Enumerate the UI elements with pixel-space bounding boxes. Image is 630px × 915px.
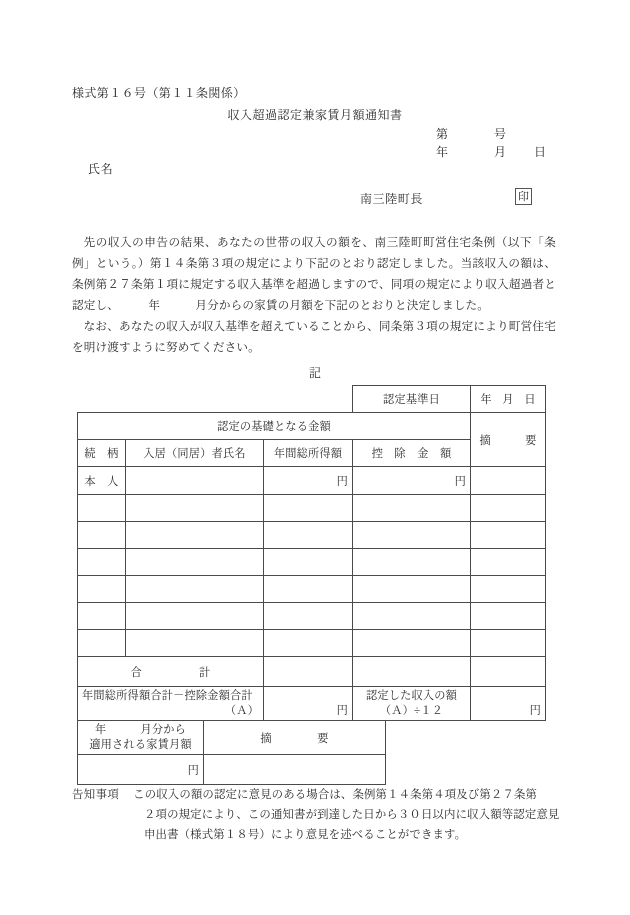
date-day-label: 日: [534, 144, 547, 159]
row-label-self: 本 人: [78, 467, 126, 495]
remarks-header: 摘 要: [471, 413, 546, 467]
form-number: 様式第１６号（第１１条関係）: [72, 86, 246, 100]
cell-deduction[interactable]: [353, 495, 471, 522]
cell-total-remarks[interactable]: [471, 657, 546, 687]
cell-remarks[interactable]: [471, 603, 546, 630]
table-row-basis-header: [78, 413, 546, 440]
column-header-annual-income: 年間総所得額: [264, 440, 353, 467]
date-month-label: 月: [494, 144, 507, 159]
cell-remarks[interactable]: [471, 576, 546, 603]
cell-remarks-self[interactable]: [471, 467, 546, 495]
cell-total-deduction[interactable]: [353, 657, 471, 687]
rent-row-header: [78, 721, 386, 755]
rent-period-line1: 年 月分から: [94, 723, 187, 736]
table-row: [78, 630, 546, 657]
cell-annual-income[interactable]: [264, 603, 353, 630]
standard-date-value: [471, 386, 546, 413]
summary-formula-label: [78, 687, 264, 721]
body-text: [72, 232, 556, 358]
rent-remarks-header: 摘 要: [204, 721, 386, 755]
table-row: [78, 576, 546, 603]
notice-text-line2: ２項の規定により、この通知書が到達した日から３０日以内に収入額等認定意見: [144, 809, 560, 821]
rent-period-line2: 適用される家賃月額: [89, 738, 192, 751]
cell-resident-name[interactable]: [126, 495, 264, 522]
cell-deduction[interactable]: [353, 630, 471, 657]
summary-formula-line1: 年間総所得額合計－控除金額合計: [82, 689, 253, 702]
cell-relation[interactable]: [78, 549, 126, 576]
table-row-summary: [78, 687, 546, 721]
cell-relation[interactable]: [78, 522, 126, 549]
document-title: 収入超過認定兼家賃月額通知書: [227, 108, 403, 122]
number-prefix-label: 第: [436, 126, 449, 141]
date-year-label: 年: [436, 144, 449, 159]
notice-label: 告知事項: [72, 789, 120, 801]
table-row-total: [78, 657, 546, 687]
number-suffix-label: 号: [494, 126, 507, 141]
notice-text-line3: 申出書（様式第１８号）により意見を述べることができます。: [144, 829, 467, 841]
table-row-self: [78, 467, 546, 495]
cell-annual-income[interactable]: [264, 522, 353, 549]
cell-deduction[interactable]: [353, 603, 471, 630]
table-row: [78, 495, 546, 522]
cell-resident-name[interactable]: [126, 549, 264, 576]
cell-relation[interactable]: [78, 630, 126, 657]
cell-resident-name[interactable]: [126, 576, 264, 603]
body-paragraph-2: なお、あなたの収入が収入基準を超えていることから、同条第３項の規定により町営住宅を明け渡すように努めてください。: [72, 320, 556, 354]
cell-annual-income-self[interactable]: 円: [264, 467, 353, 495]
cell-remarks[interactable]: [471, 630, 546, 657]
cell-resident-name[interactable]: [126, 630, 264, 657]
cell-relation[interactable]: [78, 495, 126, 522]
notice-text-line1: この収入の額の認定に意見のある場合は、条例第１４条第４項及び第２７条第: [133, 789, 538, 801]
rent-period-label: [78, 721, 204, 755]
cell-annual-income[interactable]: [264, 576, 353, 603]
number-and-date-block: [436, 124, 576, 160]
cell-remarks[interactable]: [471, 495, 546, 522]
document-date-row: [436, 142, 576, 160]
cell-resident-name-self[interactable]: [126, 467, 264, 495]
summary-recognized-line2: （Ａ）÷１２: [379, 704, 444, 717]
summary-recognized-value[interactable]: 円: [471, 687, 546, 721]
standard-date-label: 認定基準日: [353, 386, 471, 413]
notice-block: [72, 785, 572, 845]
cell-total-annual-income[interactable]: [264, 657, 353, 687]
cell-annual-income[interactable]: [264, 495, 353, 522]
income-table-container: [77, 385, 545, 785]
issuer-block: [360, 190, 550, 210]
column-header-resident-name: 入居（同居）者氏名: [126, 440, 264, 467]
rent-amount-value[interactable]: 円: [78, 755, 204, 785]
summary-formula-value[interactable]: 円: [264, 687, 353, 721]
spacer-cell: [78, 386, 353, 413]
standard-date-day: 日: [524, 394, 536, 406]
summary-recognized-line1: 認定した収入の額: [365, 689, 458, 702]
cell-deduction-self[interactable]: 円: [353, 467, 471, 495]
standard-date-month: 月: [502, 394, 514, 406]
document-number-row: [436, 124, 576, 142]
cell-relation[interactable]: [78, 576, 126, 603]
column-header-deduction: 控 除 金 額: [353, 440, 471, 467]
basis-amount-header: 認定の基礎となる金額: [78, 413, 471, 440]
standard-date-year: 年: [480, 394, 492, 406]
kiji-marker: 記: [308, 366, 321, 380]
table-row-standard-date: [78, 386, 546, 413]
cell-deduction[interactable]: [353, 522, 471, 549]
rent-remarks-value[interactable]: [204, 755, 386, 785]
summary-formula-line2: （Ａ）: [224, 704, 259, 717]
total-label: 合 計: [78, 657, 264, 687]
rent-row-value: [78, 755, 386, 785]
summary-recognized-label: [353, 687, 471, 721]
seal-stamp-icon: 印: [515, 188, 532, 205]
notice-line-1: [72, 785, 572, 805]
rent-table: [77, 720, 386, 785]
table-row: [78, 549, 546, 576]
cell-deduction[interactable]: [353, 549, 471, 576]
cell-relation[interactable]: [78, 603, 126, 630]
body-paragraph-1: 先の収入の申告の結果、あなたの世帯の収入の額を、南三陸町町営住宅条例（以下「条例」という。）第１４条第３項の規定により下記のとおり認定しました。当該収入の額は、条例第２７条第１項に規定する収入基準を超過しますので、同項の規定により収入超過者と認定し、 年 月分からの家賃の月額を下記のとおりと決定しました。: [72, 236, 556, 312]
table-row: [78, 603, 546, 630]
table-row: [78, 522, 546, 549]
cell-annual-income[interactable]: [264, 549, 353, 576]
income-table: [77, 385, 546, 721]
cell-deduction[interactable]: [353, 576, 471, 603]
issuer-name: 南三陸町長: [360, 192, 424, 206]
cell-resident-name[interactable]: [126, 522, 264, 549]
cell-resident-name[interactable]: [126, 603, 264, 630]
column-header-relation: 続 柄: [78, 440, 126, 467]
cell-remarks[interactable]: [471, 522, 546, 549]
recipient-name-label: 氏名: [88, 162, 114, 176]
cell-remarks[interactable]: [471, 549, 546, 576]
cell-annual-income[interactable]: [264, 630, 353, 657]
